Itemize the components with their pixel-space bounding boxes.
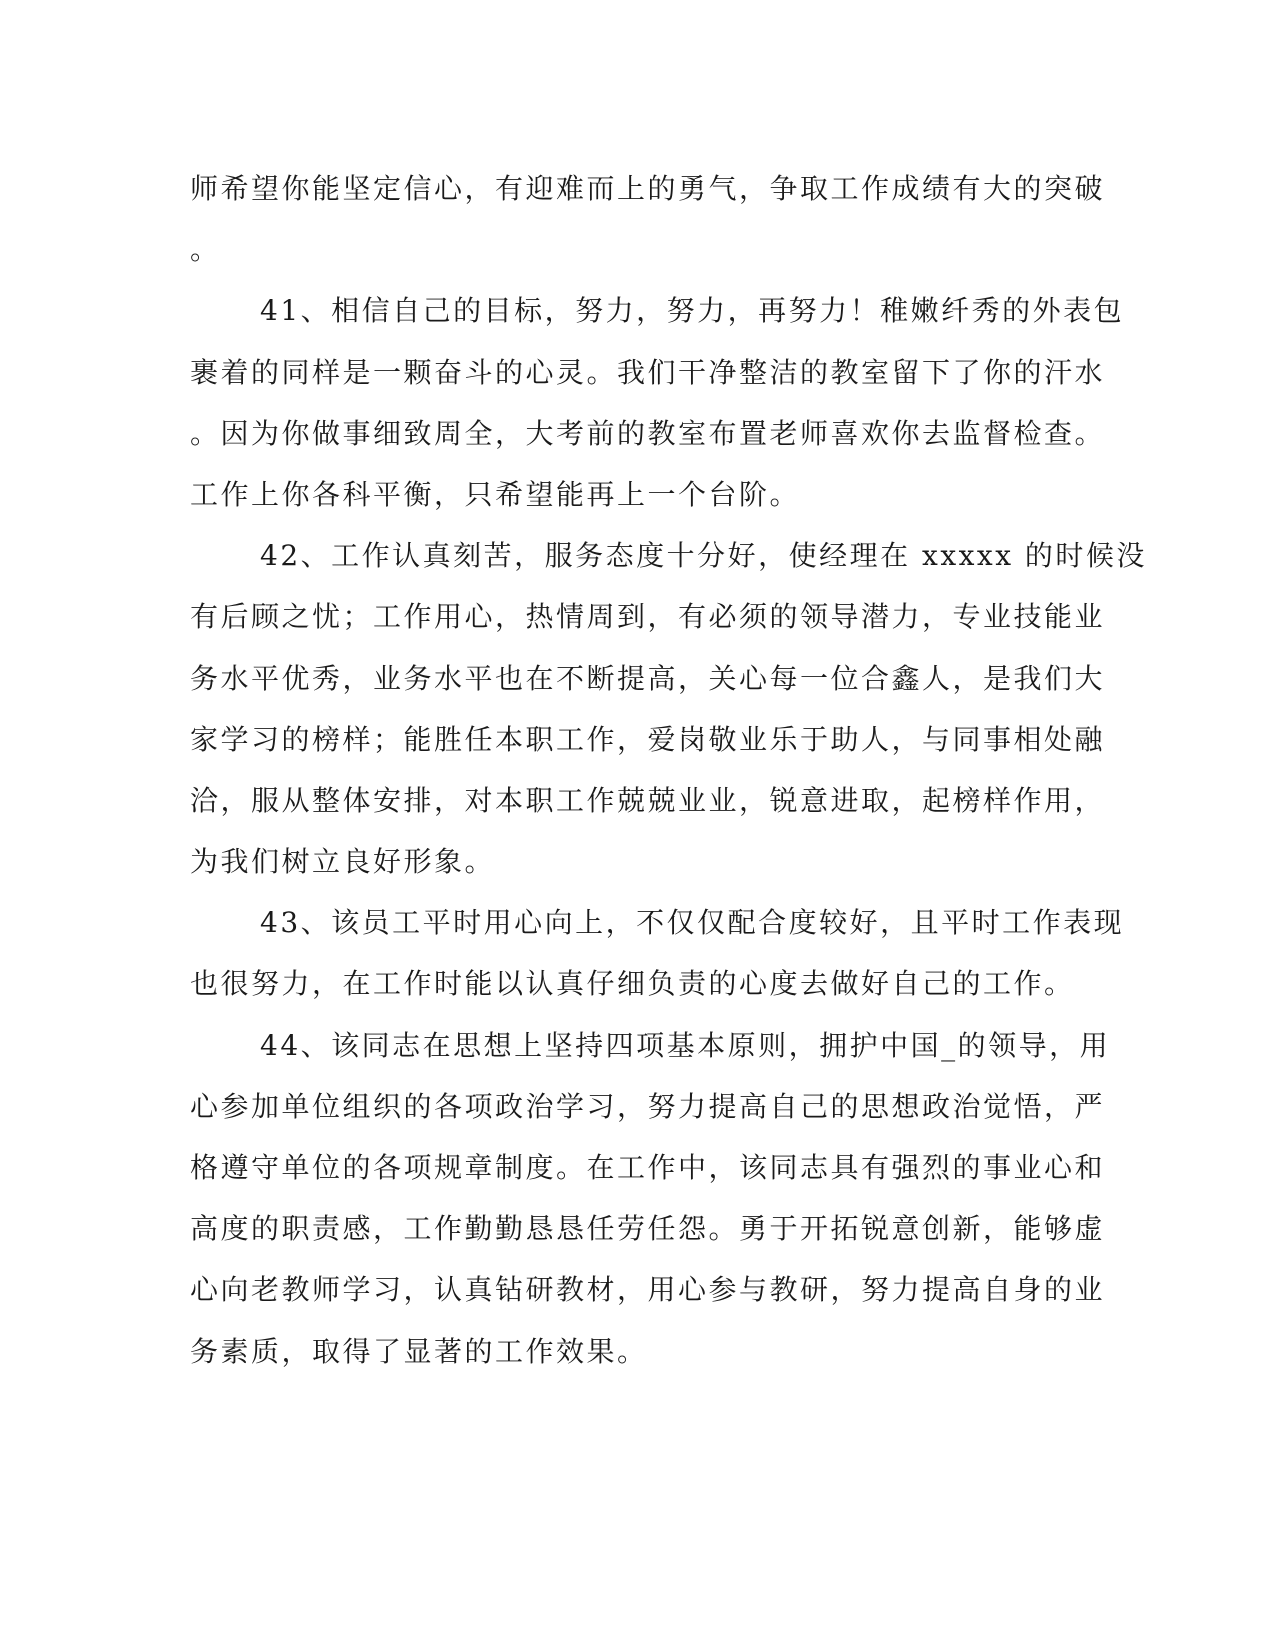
text-line: 工作上你各科平衡，只希望能再上一个台阶。 bbox=[190, 477, 801, 511]
paragraph-42-start: 42、工作认真刻苦，服务态度十分好，使经理在 xxxxx 的时候没 bbox=[260, 539, 1147, 573]
paragraph-44-start: 44、该同志在思想上坚持四项基本原则，拥护中国_的领导，用 bbox=[260, 1028, 1111, 1062]
text-line: 。 bbox=[190, 233, 221, 267]
text-line: 也很努力，在工作时能以认真仔细负责的心度去做好自己的工作。 bbox=[190, 967, 1075, 1001]
text-line: 高度的职责感，工作勤勤恳恳任劳任怨。勇于开拓锐意创新，能够虚 bbox=[190, 1212, 1106, 1246]
text-line: 洽，服从整体安排，对本职工作兢兢业业，锐意进取，起榜样作用， bbox=[190, 783, 1106, 817]
text-line: 。因为你做事细致周全，大考前的教室布置老师喜欢你去监督检查。 bbox=[190, 416, 1106, 450]
text-line: 务素质，取得了显著的工作效果。 bbox=[190, 1334, 648, 1368]
text-line: 师希望你能坚定信心，有迎难而上的勇气，争取工作成绩有大的突破 bbox=[190, 172, 1106, 205]
text-line: 有后顾之忧；工作用心，热情周到，有必须的领导潜力，专业技能业 bbox=[190, 600, 1106, 634]
paragraph-43-start: 43、该员工平时用心向上，不仅仅配合度较好，且平时工作表现 bbox=[260, 906, 1125, 940]
text-line: 心参加单位组织的各项政治学习，努力提高自己的思想政治觉悟，严 bbox=[190, 1089, 1106, 1123]
body-text bbox=[190, 158, 1147, 1382]
text-line: 心向老教师学习，认真钻研教材，用心参与教研，努力提高自身的业 bbox=[190, 1273, 1106, 1307]
text-line: 家学习的榜样；能胜任本职工作，爱岗敬业乐于助人，与同事相处融 bbox=[190, 722, 1106, 756]
text-line: 为我们树立良好形象。 bbox=[190, 845, 496, 879]
paragraph-41-start: 41、相信自己的目标，努力，努力，再努力！稚嫩纤秀的外表包 bbox=[260, 294, 1125, 328]
text-line: 务水平优秀，业务水平也在不断提高，关心每一位合鑫人，是我们大 bbox=[190, 661, 1106, 695]
text-line: 格遵守单位的各项规章制度。在工作中，该同志具有强烈的事业心和 bbox=[190, 1151, 1106, 1184]
text-line: 裹着的同样是一颗奋斗的心灵。我们干净整洁的教室留下了你的汗水 bbox=[190, 355, 1106, 389]
